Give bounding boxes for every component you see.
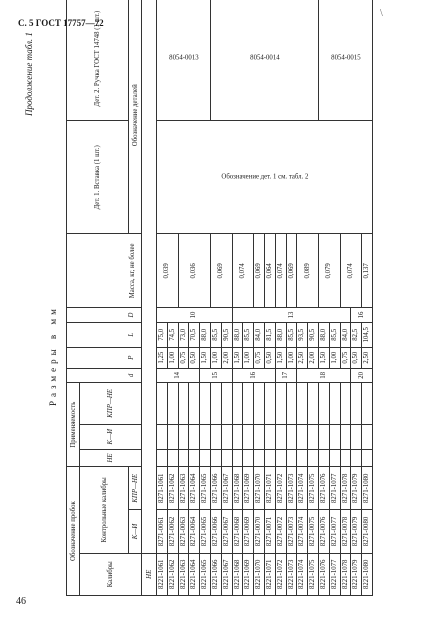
- col-p: P: [67, 347, 142, 368]
- cell-ki: 8271-0076: [318, 510, 329, 553]
- cell-ne: 8221-1078: [340, 553, 351, 595]
- cell-l: 85,5: [329, 322, 340, 347]
- cell-ki: 8271-0072: [275, 510, 286, 553]
- cell-app-kpr: [210, 383, 221, 425]
- cell-mass: 0,039: [157, 234, 179, 308]
- cell-ki: 8271-0079: [351, 510, 362, 553]
- cell-app-kpr: [178, 383, 189, 425]
- col-control-calibers: Контрольные калибры: [80, 467, 129, 553]
- col-app-ne: НЕ: [80, 449, 142, 466]
- cell-ki: 8271-0068: [232, 510, 243, 553]
- cell-l: 104,5: [362, 322, 373, 347]
- cell-app-ne: [232, 449, 243, 466]
- cell-p: 2,50: [362, 347, 373, 368]
- cell-app-ne: [286, 449, 297, 466]
- cell-kpr: 8271-1069: [243, 467, 254, 510]
- cell-ne: 8221-1076: [318, 553, 329, 595]
- part2-designation: 8054-0013: [168, 54, 199, 62]
- cell-l: 90,5: [221, 322, 232, 347]
- cell-app-ki: [286, 424, 297, 449]
- cell-p: 1,00: [329, 347, 340, 368]
- cell-app-kpr: [200, 383, 211, 425]
- cell-p: 0,50: [264, 347, 275, 368]
- cell-mass: 0,036: [178, 234, 210, 308]
- cell-ki: 8271-0069: [243, 510, 254, 553]
- cell-app-ne: [210, 449, 221, 466]
- cell-l: 70,5: [189, 322, 200, 347]
- sizes-title: Размеры в мм: [48, 305, 58, 406]
- cell-d: 18: [297, 368, 351, 383]
- col-ne: НЕ: [142, 553, 157, 595]
- cell-p: 1,50: [232, 347, 243, 368]
- cell-app-ki: [243, 424, 254, 449]
- cell-app-ki: [329, 424, 340, 449]
- cell-ne: 8221-1080: [362, 553, 373, 595]
- cell-app-kpr: [264, 383, 275, 425]
- cell-ne: 8221-1079: [351, 553, 362, 595]
- cell-D: 16: [351, 308, 373, 323]
- cell-d: 16: [232, 368, 275, 383]
- part2-designation: 8054-0015: [330, 54, 361, 62]
- col-part2: Дет. 2. Ручка ГОСТ 14748 (1 шт.): [67, 0, 129, 121]
- cell-app-kpr: [167, 383, 178, 425]
- part1-note-text: Обозначение дет. 1 см. табл. 2: [220, 173, 308, 181]
- cell-app-ki: [340, 424, 351, 449]
- col-l: L: [67, 322, 142, 347]
- cell-p: 0,75: [178, 347, 189, 368]
- col-applicability: Применяемость: [67, 383, 80, 467]
- cell-l: 73,0: [178, 322, 189, 347]
- margin-mark: \: [380, 8, 383, 19]
- cell-l: 85,5: [286, 322, 297, 347]
- cell-app-ki: [167, 424, 178, 449]
- cell-kpr: 8271-1062: [167, 467, 178, 510]
- cell-ne: 8221-1073: [286, 553, 297, 595]
- cell-ne: 8221-1063: [178, 553, 189, 595]
- cell-p: 1,50: [318, 347, 329, 368]
- col-designation: Обозначение пробок: [67, 467, 80, 596]
- part2-designation: 8054-0014: [249, 54, 280, 62]
- col-part1: Дет. 1. Вставка (1 шт.): [67, 121, 129, 234]
- cell-l: 85,5: [210, 322, 221, 347]
- cell-app-kpr: [275, 383, 286, 425]
- cell-ki: 8271-0074: [297, 510, 308, 553]
- dimensions-table: [66, 0, 373, 596]
- cell-app-kpr: [351, 383, 362, 425]
- cell-l: 90,5: [308, 322, 319, 347]
- cell-l: 88,0: [200, 322, 211, 347]
- cell-app-kpr: [221, 383, 232, 425]
- cell-ki: 8271-0067: [221, 510, 232, 553]
- cell-d: 15: [200, 368, 232, 383]
- cell-p: 1,00: [243, 347, 254, 368]
- cell-kpr: 8271-1073: [286, 467, 297, 510]
- cell-app-ne: [329, 449, 340, 466]
- cell-kpr: 8271-1070: [254, 467, 265, 510]
- cell-ki: 8271-0078: [340, 510, 351, 553]
- cell-kpr: 8271-1061: [157, 467, 168, 510]
- cell-l: 74,5: [167, 322, 178, 347]
- cell-mass: 0,069: [286, 234, 297, 308]
- cell-mass: 0,069: [254, 234, 265, 308]
- table-row: [318, 0, 329, 596]
- cell-app-ki: [254, 424, 265, 449]
- cell-kpr: 8271-1075: [308, 467, 319, 510]
- col-app-ki: К—И: [80, 424, 142, 449]
- rotated-table-page: [20, 0, 412, 596]
- cell-app-kpr: [362, 383, 373, 425]
- cell-app-ki: [318, 424, 329, 449]
- cell-p: 1,00: [286, 347, 297, 368]
- cell-l: 88,0: [275, 322, 286, 347]
- col-calibers: Калибры: [80, 553, 142, 595]
- cell-D: 13: [232, 308, 351, 323]
- cell-part1-note: [157, 121, 373, 234]
- page-header: С. 5 ГОСТ 17757—72: [18, 18, 104, 28]
- cell-l: 93,5: [297, 322, 308, 347]
- cell-d: 20: [351, 368, 373, 383]
- cell-kpr: 8271-1076: [318, 467, 329, 510]
- cell-app-ne: [200, 449, 211, 466]
- cell-ne: 8221-1072: [275, 553, 286, 595]
- cell-ne: 8221-1077: [329, 553, 340, 595]
- cell-mass: 0,079: [318, 234, 340, 308]
- col-d: d: [67, 368, 142, 383]
- cell-app-kpr: [157, 383, 168, 425]
- cell-app-kpr: [308, 383, 319, 425]
- cell-app-ne: [297, 449, 308, 466]
- cell-app-ne: [167, 449, 178, 466]
- cell-l: 88,0: [232, 322, 243, 347]
- cell-D: 10: [157, 308, 233, 323]
- cell-app-ne: [264, 449, 275, 466]
- cell-mass: 0,074: [340, 234, 362, 308]
- cell-p: 0,50: [351, 347, 362, 368]
- cell-ne: 8221-1064: [189, 553, 200, 595]
- cell-app-ki: [178, 424, 189, 449]
- cell-app-ki: [362, 424, 373, 449]
- cell-app-kpr: [340, 383, 351, 425]
- cell-l: 84,0: [254, 322, 265, 347]
- cell-app-ne: [221, 449, 232, 466]
- cell-kpr: 8271-1072: [275, 467, 286, 510]
- cell-ki: 8271-0065: [200, 510, 211, 553]
- cell-ne: 8221-1068: [232, 553, 243, 595]
- cell-mass: 0,137: [362, 234, 373, 308]
- cell-l: 81,5: [264, 322, 275, 347]
- cell-p: 1,00: [167, 347, 178, 368]
- cell-app-kpr: [329, 383, 340, 425]
- cell-app-kpr: [189, 383, 200, 425]
- col-kpr-ne: КПР—НЕ: [129, 467, 142, 510]
- cell-ne: 8221-1065: [200, 553, 211, 595]
- cell-app-ki: [275, 424, 286, 449]
- cell-l: 85,5: [243, 322, 254, 347]
- cell-app-kpr: [297, 383, 308, 425]
- cell-p: 2,00: [308, 347, 319, 368]
- cell-ne: 8221-1071: [264, 553, 275, 595]
- cell-ne: 8221-1067: [221, 553, 232, 595]
- cell-ki: 8271-0066: [210, 510, 221, 553]
- cell-d: 17: [275, 368, 297, 383]
- cell-p: 0,50: [189, 347, 200, 368]
- cell-app-ne: [243, 449, 254, 466]
- cell-mass: 0,074: [232, 234, 254, 308]
- cell-app-ne: [318, 449, 329, 466]
- cell-app-ne: [178, 449, 189, 466]
- cell-ki: 8271-0063: [178, 510, 189, 553]
- cell-kpr: 8271-1064: [189, 467, 200, 510]
- cell-app-ne: [254, 449, 265, 466]
- cell-kpr: 8271-1066: [210, 467, 221, 510]
- cell-p: 1,00: [210, 347, 221, 368]
- cell-mass: 0,089: [297, 234, 319, 308]
- cell-part2: [157, 0, 211, 121]
- cell-ki: 8271-0080: [362, 510, 373, 553]
- cell-ki: 8271-0061: [157, 510, 168, 553]
- cell-p: 1,25: [157, 347, 168, 368]
- cell-kpr: 8271-1079: [351, 467, 362, 510]
- cell-app-ne: [308, 449, 319, 466]
- cell-app-ne: [362, 449, 373, 466]
- cell-mass: 0,064: [264, 234, 275, 308]
- cell-ne: 8221-1070: [254, 553, 265, 595]
- cell-app-ki: [200, 424, 211, 449]
- cell-ki: 8271-0062: [167, 510, 178, 553]
- cell-ki: 8271-0070: [254, 510, 265, 553]
- cell-app-ne: [157, 449, 168, 466]
- cell-app-ki: [232, 424, 243, 449]
- cell-p: 2,00: [221, 347, 232, 368]
- cell-app-kpr: [318, 383, 329, 425]
- cell-ki: 8271-0064: [189, 510, 200, 553]
- cell-ki: 8271-0075: [308, 510, 319, 553]
- cell-ne: 8221-1061: [157, 553, 168, 595]
- cell-app-ki: [308, 424, 319, 449]
- cell-app-ki: [221, 424, 232, 449]
- cell-ne: 8221-1069: [243, 553, 254, 595]
- cell-p: 0,75: [254, 347, 265, 368]
- cell-app-kpr: [286, 383, 297, 425]
- table-body: [157, 0, 373, 596]
- cell-d: 14: [157, 368, 200, 383]
- col-ki: К—И: [129, 510, 142, 553]
- col-app-kpr-ne: КПР—НЕ: [80, 383, 142, 425]
- cell-p: 1,50: [275, 347, 286, 368]
- cell-l: 84,0: [340, 322, 351, 347]
- cell-mass: 0,069: [210, 234, 232, 308]
- cell-kpr: 8271-1080: [362, 467, 373, 510]
- cell-kpr: 8271-1063: [178, 467, 189, 510]
- cell-kpr: 8271-1071: [264, 467, 275, 510]
- cell-app-ki: [210, 424, 221, 449]
- cell-kpr: 8271-1067: [221, 467, 232, 510]
- cell-kpr: 8271-1074: [297, 467, 308, 510]
- cell-app-kpr: [232, 383, 243, 425]
- cell-ki: 8271-0073: [286, 510, 297, 553]
- cell-kpr: 8271-1077: [329, 467, 340, 510]
- cell-ki: 8271-0077: [329, 510, 340, 553]
- cell-l: 82,5: [351, 322, 362, 347]
- cell-ne: 8221-1074: [297, 553, 308, 595]
- cell-l: 75,0: [157, 322, 168, 347]
- cell-app-ki: [264, 424, 275, 449]
- cell-part2: [210, 0, 318, 121]
- cell-app-ki: [157, 424, 168, 449]
- cell-part2: [318, 0, 372, 121]
- cell-app-ne: [275, 449, 286, 466]
- cell-app-ne: [189, 449, 200, 466]
- cell-app-ki: [189, 424, 200, 449]
- cell-app-kpr: [243, 383, 254, 425]
- cell-p: 1,50: [200, 347, 211, 368]
- cell-kpr: 8271-1065: [200, 467, 211, 510]
- page-number: 46: [16, 596, 26, 607]
- col-designation-parts: Обозначение деталей: [129, 0, 142, 234]
- cell-p: 0,75: [340, 347, 351, 368]
- cell-kpr: 8271-1078: [340, 467, 351, 510]
- col-D: D: [67, 308, 142, 323]
- cell-app-kpr: [254, 383, 265, 425]
- cell-ne: 8221-1075: [308, 553, 319, 595]
- cell-ne: 8221-1062: [167, 553, 178, 595]
- cell-kpr: 8271-1068: [232, 467, 243, 510]
- cell-ki: 8271-0071: [264, 510, 275, 553]
- cell-l: 88,0: [318, 322, 329, 347]
- cell-mass: 0,074: [275, 234, 286, 308]
- cell-app-ne: [351, 449, 362, 466]
- continuation-title: Продолжение табл. 1: [24, 32, 34, 116]
- cell-app-ne: [340, 449, 351, 466]
- table-row: [210, 0, 221, 596]
- col-mass: Масса, кг, не более: [67, 234, 142, 308]
- cell-app-ki: [297, 424, 308, 449]
- cell-ne: 8221-1066: [210, 553, 221, 595]
- cell-app-ki: [351, 424, 362, 449]
- table-row: [157, 0, 168, 596]
- cell-p: 2,50: [297, 347, 308, 368]
